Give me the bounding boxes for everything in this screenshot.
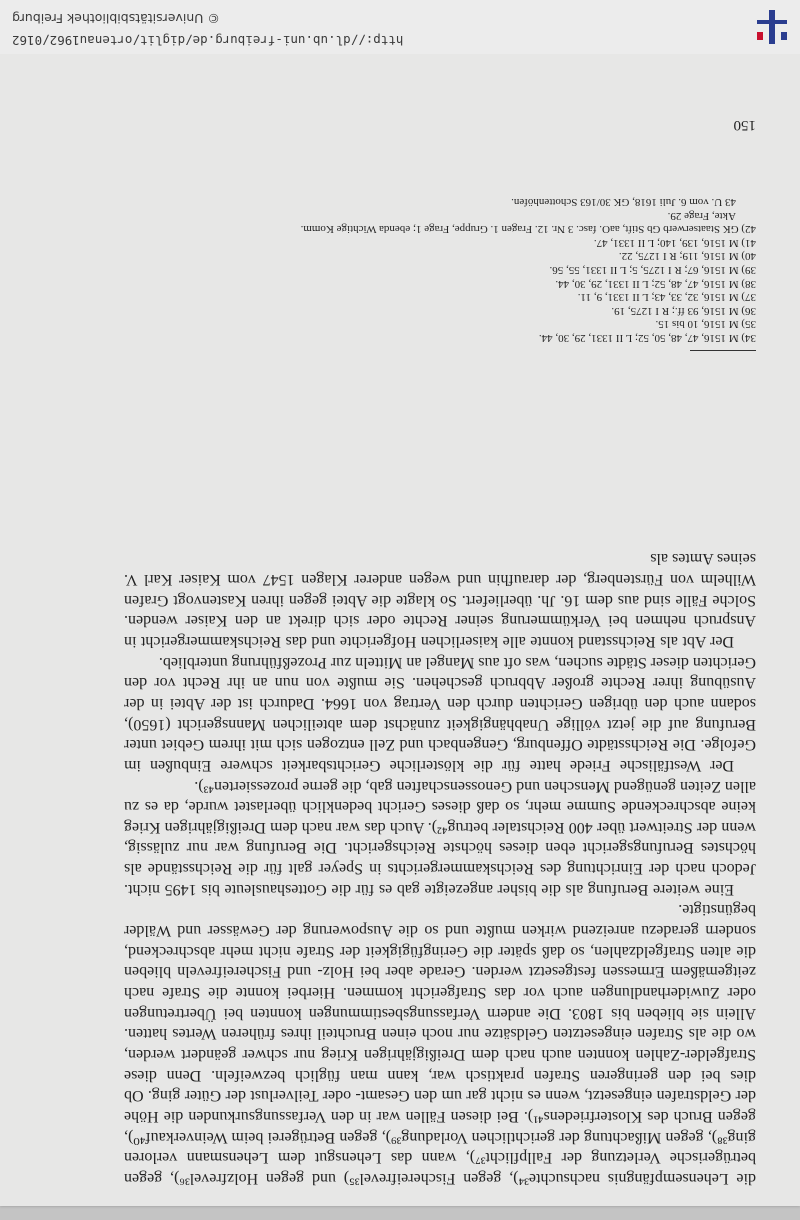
paragraph: die Lehensempfängnis nachsuchte³⁴), gegen Fischereifrevel³⁵) und gegen Holzfrevel³⁶), gegen betrügerische Verletzung der Fallpflicht³⁷), wann das Lehensgut dem Lehensmann verloren ging³⁸), gegen Mißachtung der gerichtlichen Vorladung³⁹), gegen Betrügerei beim Weinverkauf⁴⁰), gegen Bruch des Klosterfriedens⁴¹). Bei diesen Fällen war in den Verfassungsurkunden die Höhe der Geldstrafen eingesetzt, wenn es nicht gar um den Gesamt- oder Teilverlust der Güter ging. Ob dies bei den geringeren Strafen praktisch war, kann man füglich bezweifeln. Denn diese Strafgelder-Zahlen konnten auch nach dem Dreißigjährigen Krieg nur schwer geändert werden, wo die als Strafen eingesetzten Geldsätze nur noch einen Bruchteil ihres früheren Wertes hatten. Allein sie blieben bis 1803. Die andern Verfassungsbestimmungen konnten bei Übertretungen oder Zuwiderhandlungen auch vor das Strafgericht kommen. Hierbei konnte die Strafe nach zeitgemäßem Ermessen festgesetzt werden. Gerade aber bei Holz- und Fischereifreveln blieben die alten Strafgeldzahlen, so daß später die Geringfügigkeit der Strafe nicht mehr abschreckend, sondern geradezu anreizend wirken mußte und so die Auspowerung der Gewässer und Wälder begünstigte. — [124, 901, 756, 1187]
footnote: 39) M 1516, 67; R I 1275, 5; L II 1331, 55, 56. — [549, 264, 756, 277]
body-text — [124, 548, 756, 1188]
footnote: 36) M 1516, 93 ff.; R I 1275, 19. — [611, 304, 756, 317]
logo-bar-left — [781, 32, 787, 40]
footnote: 38) M 1516, 47, 48, 52; L II 1331, 29, 30, 44. — [555, 277, 756, 290]
bottom-band — [0, 1206, 800, 1220]
footnote: 43 U. vom 6. Juli 1618, GK 30/163 Schottenhöfen. — [511, 196, 736, 209]
logo-bar-center — [769, 10, 775, 44]
logo-bar-right — [757, 32, 763, 40]
footnote: 42) GK Staatserwerb Gb Stift, aaO. fasc. 3 Nr. 12. Fragen 1. Gruppe, Frage 1; ebenda Wichtige Komm. — [300, 223, 756, 236]
scanned-page — [0, 54, 800, 1206]
footnote-rule — [690, 350, 756, 351]
ub-freiburg-logo-icon — [750, 8, 792, 46]
footnote-continuation: Akte, Frage 29. — [667, 209, 736, 222]
footnote: 37) M 1516, 32, 33, 43; L II 1331, 9, 11. — [577, 291, 756, 304]
page-number: 150 — [733, 117, 756, 133]
paragraph: Eine weitere Berufung als die bisher angezeigte gab es für die Gotteshausleute bis 1495 nicht. Jedoch nach der Einrichtung des Reichskammergerichts in Speyer galt für die Reichsstände als höchstes Berufungsgericht eben dieses höchste Reichsgericht. Die Berufung war nur zulässig, wenn der Streitwert über 400 Reichstaler betrug⁴²). Auch das war nach dem Dreißigjährigen Krieg keine abschreckende Summe mehr, so daß dieses Gericht bedenklich überlastet wurde, da es zu allen Zeiten genügend Menschen und Genossenschaften gab, die gerne prozessierten⁴³). — [124, 777, 756, 898]
footnote: 34) M 1516, 47, 48, 50, 52; L II 1331, 29, 30, 44. — [538, 332, 756, 344]
footnote: 35) M 1516, 10 bis 15. — [655, 318, 756, 331]
paragraph: Der Westfälische Friede hatte für die klösterliche Gerichtsbarkeit schwere Einbußen im Gefolge. Die Reichsstädte Offenburg, Gengenbach und Zell entzogen sich mit ihrem Gebiet unter Berufung auf die jetzt völlige Unabhängigkeit zunächst dem abteilichen Mannsgericht (1650), sodann auch den übrigen Gerichten durch den Vertrag von 1664. Dadurch ist der Abtei in der Ausübung ihrer Rechte großer Abbruch geschehen. Sie mußte von nun an ihr Recht vor den Gerichten dieser Städte suchen, was oft aus Mangel an Mitteln zur Prozeßführung unterblieb. — [124, 653, 756, 774]
logo-bar-base — [757, 20, 787, 24]
footnote: 41) M 1516, 139, 140; L II 1331, 47. — [593, 236, 756, 249]
source-header — [0, 0, 800, 54]
source-url[interactable]: http://dl.ub.uni-freiburg.de/diglit/ortenau1962/0162 — [12, 33, 404, 48]
paragraph: Der Abt als Reichsstand konnte alle kaiserlichen Hofgerichte und das Reichskammergericht in Anspruch nehmen bei Verkümmerung seiner Rechte oder sich direkt an den Kaiser wenden. Solche Fälle sind aus dem 16. Jh. überliefert. So klagte die Abtei gegen ihren Kastenvogt Grafen Wilhelm von Fürstenberg, der daraufhin und wegen anderer Klagen 1547 vom Kaiser Karl V. seines Amtes als — [124, 550, 756, 650]
copyright-notice: © Universitätsbibliothek Freiburg — [12, 11, 220, 26]
footnotes — [124, 194, 756, 344]
footnote: 40) M 1516, 119; R I 1275, 22. — [618, 250, 756, 263]
